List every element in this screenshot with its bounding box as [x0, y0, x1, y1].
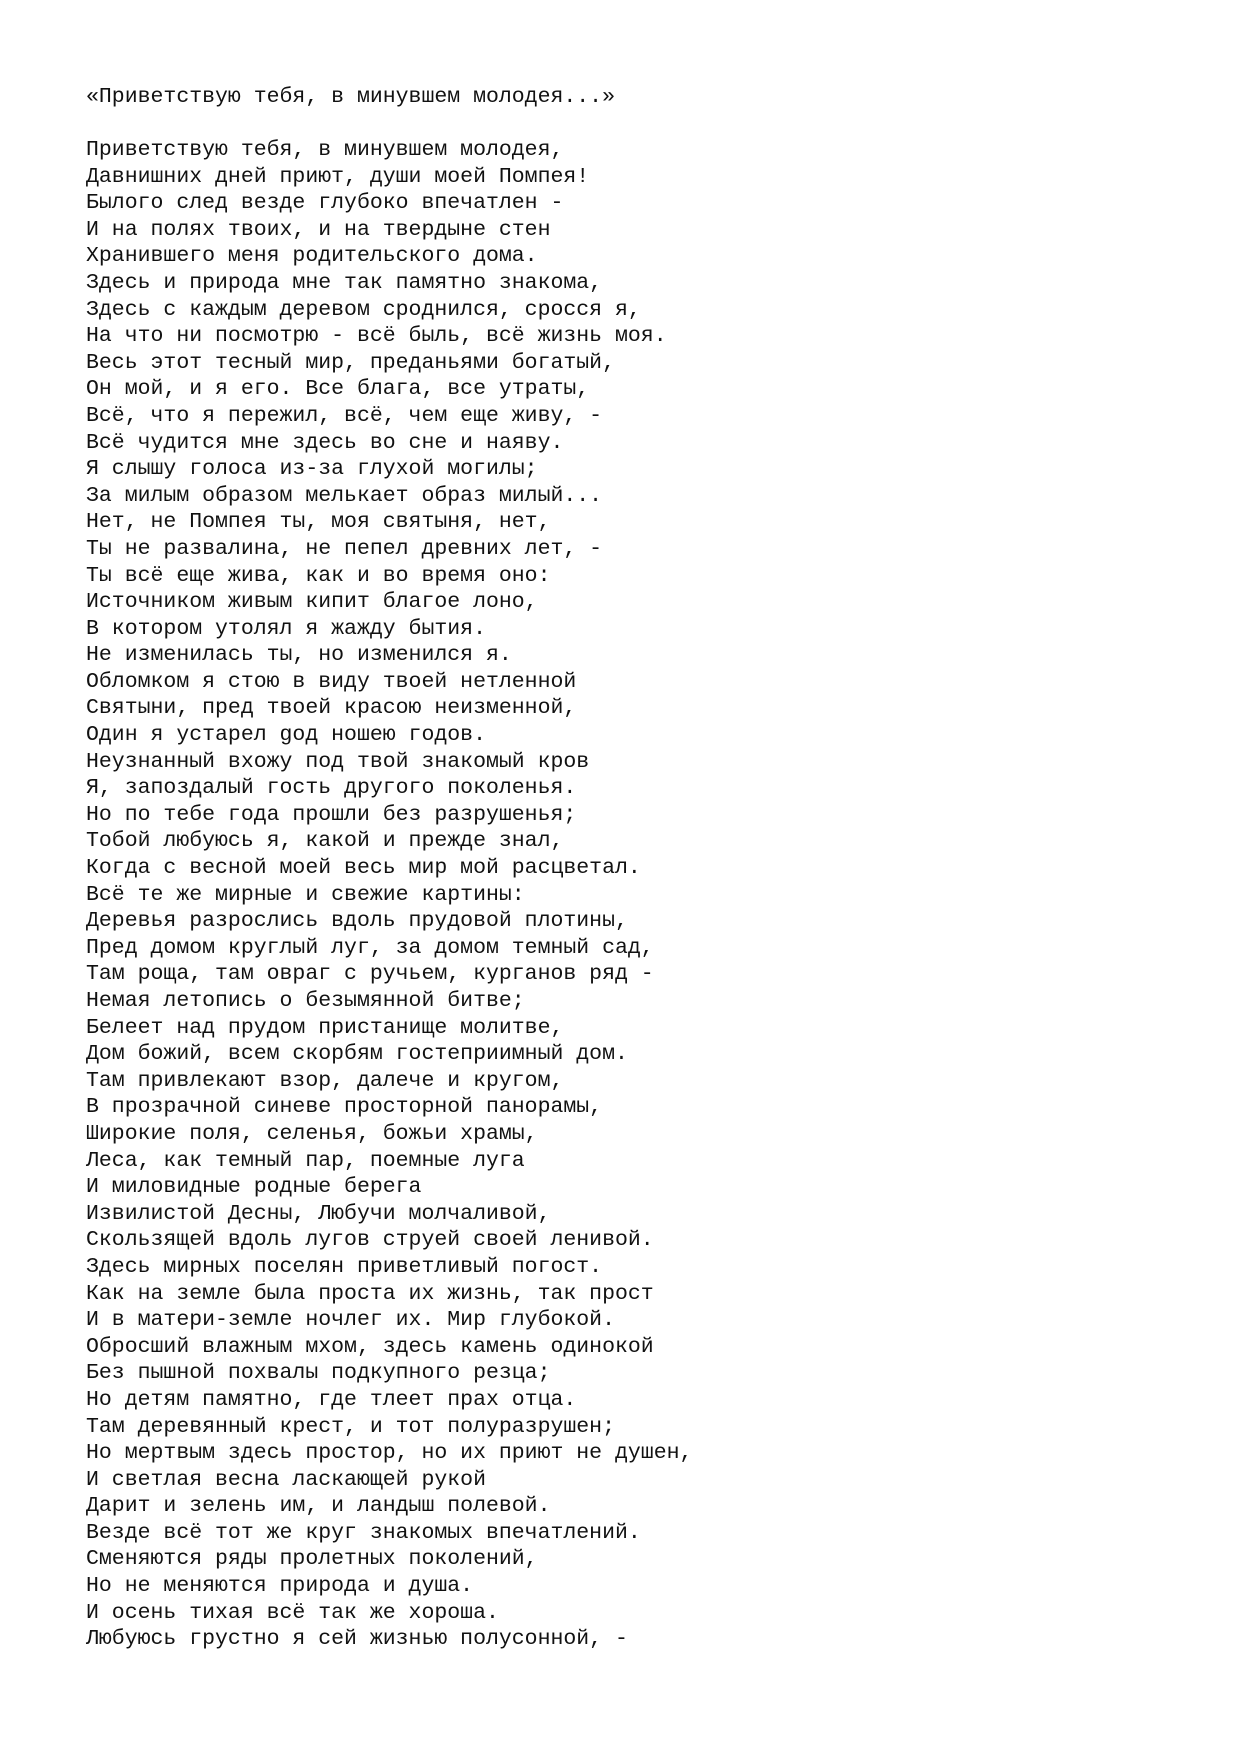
poem-line: Обросший влажным мхом, здесь камень одинокой — [86, 1334, 654, 1359]
poem-line: Любуюсь грустно я сей жизнью полусонной, - — [86, 1627, 628, 1652]
poem-line: Всё чудится мне здесь во сне и наяву. — [86, 430, 564, 455]
poem-line: Дом божий, всем скорбям гостеприимный дом. — [86, 1042, 628, 1067]
poem-line: Не изменилась ты, но изменился я. — [86, 643, 512, 668]
poem-line: Ты всё еще жива, как и во время оно: — [86, 563, 551, 588]
poem-line: Белеет над прудом пристанище молитве, — [86, 1015, 564, 1040]
poem-line: Нет, не Помпея ты, моя святыня, нет, — [86, 510, 551, 535]
poem-line: Тобой любуюсь я, какой и прежде знал, — [86, 829, 564, 854]
poem-line: Источником живым кипит благое лоно, — [86, 590, 538, 615]
poem-body — [86, 137, 692, 1653]
poem-line: Там роща, там овраг с ручьем, курганов ряд - — [86, 962, 654, 987]
poem-title: «Приветствую тебя, в минувшем молодея...» — [86, 85, 615, 109]
poem-line: За милым образом мелькает образ милый... — [86, 483, 603, 508]
poem-line: Весь этот тесный мир, преданьями богатый, — [86, 350, 615, 375]
poem-line: Но детям памятно, где тлеет прах отца. — [86, 1387, 577, 1412]
poem-line: В котором утолял я жажду бытия. — [86, 616, 486, 641]
poem-line: Святыни, пред твоей красою неизменной, — [86, 696, 577, 721]
poem-line: Он мой, и я его. Все блага, все утраты, — [86, 377, 590, 402]
poem-line: В прозрачной синеве просторной панорамы, — [86, 1095, 603, 1120]
poem-line: Давнишних дней приют, души моей Помпея! — [86, 164, 590, 189]
poem-line: Везде всё тот же круг знакомых впечатлений. — [86, 1520, 641, 1545]
poem-line: Но по тебе года прошли без разрушенья; — [86, 802, 577, 827]
poem-line: Леса, как темный пар, поемные луга — [86, 1148, 525, 1173]
poem-line: Там привлекают взор, далече и кругом, — [86, 1068, 564, 1093]
poem-line: Ты не развалина, не пепел древних лет, - — [86, 536, 603, 561]
poem-line: Я слышу голоса из-за глухой могилы; — [86, 457, 538, 482]
poem-line: И в матери-земле ночлег их. Мир глубокой. — [86, 1308, 615, 1333]
poem-line: Когда с весной моей весь мир мой расцветал. — [86, 856, 641, 881]
poem-line: Без пышной похвалы подкупного резца; — [86, 1361, 551, 1386]
poem-line: На что ни посмотрю - всё быль, всё жизнь моя. — [86, 324, 667, 349]
poem-line: Всё, что я пережил, всё, чем еще живу, - — [86, 403, 603, 428]
poem-line: Как на земле была проста их жизнь, так прост — [86, 1281, 654, 1306]
poem-line: Пред домом круглый луг, за домом темный сад, — [86, 935, 654, 960]
poem-line: И светлая весна ласкающей рукой — [86, 1467, 486, 1492]
poem-line: Но не меняются природа и душа. — [86, 1574, 474, 1599]
poem-line: Скользящей вдоль лугов струей своей ленивой. — [86, 1228, 654, 1253]
poem-line: Деревья разрослись вдоль прудовой плотины, — [86, 909, 628, 934]
poem-line: Всё те же мирные и свежие картины: — [86, 882, 525, 907]
poem-line: Здесь и природа мне так памятно знакома, — [86, 270, 603, 295]
poem-line: Обломком я стою в виду твоей нетленной — [86, 669, 577, 694]
poem-line: Извилистой Десны, Любучи молчаливой, — [86, 1201, 551, 1226]
poem-line: Приветствую тебя, в минувшем молодея, — [86, 138, 564, 162]
poem-line: Немая летопись о безымянной битве; — [86, 989, 525, 1013]
poem-line: Там деревянный крест, и тот полуразрушен; — [86, 1414, 615, 1439]
poem-line: Широкие поля, селенья, божьи храмы, — [86, 1121, 538, 1146]
poem-line: Здесь мирных поселян приветливый погост. — [86, 1254, 603, 1279]
poem-line: Былого след везде глубоко впечатлен - — [86, 191, 564, 216]
poem-line: Один я устарел gод ношею годов. — [86, 723, 486, 748]
poem-line: Я, запоздалый гость другого поколенья. — [86, 776, 577, 801]
poem-line: Сменяются ряды пролетных поколений, — [86, 1547, 538, 1572]
poem-line: И осень тихая всё так же хороша. — [86, 1600, 499, 1625]
poem-line: И на полях твоих, и на твердыне стен — [86, 217, 551, 242]
poem-line: Неузнанный вхожу под твой знакомый кров — [86, 749, 590, 774]
poem-line: И миловидные родные берега — [86, 1175, 422, 1200]
poem-line: Здесь с каждым деревом сроднился, сросся я, — [86, 297, 641, 322]
poem-line: Но мертвым здесь простор, но их приют не душен, — [86, 1441, 693, 1466]
poem-line: Дарит и зелень им, и ландыш полевой. — [86, 1494, 551, 1519]
poem-line: Хранившего меня родительского дома. — [86, 244, 538, 269]
